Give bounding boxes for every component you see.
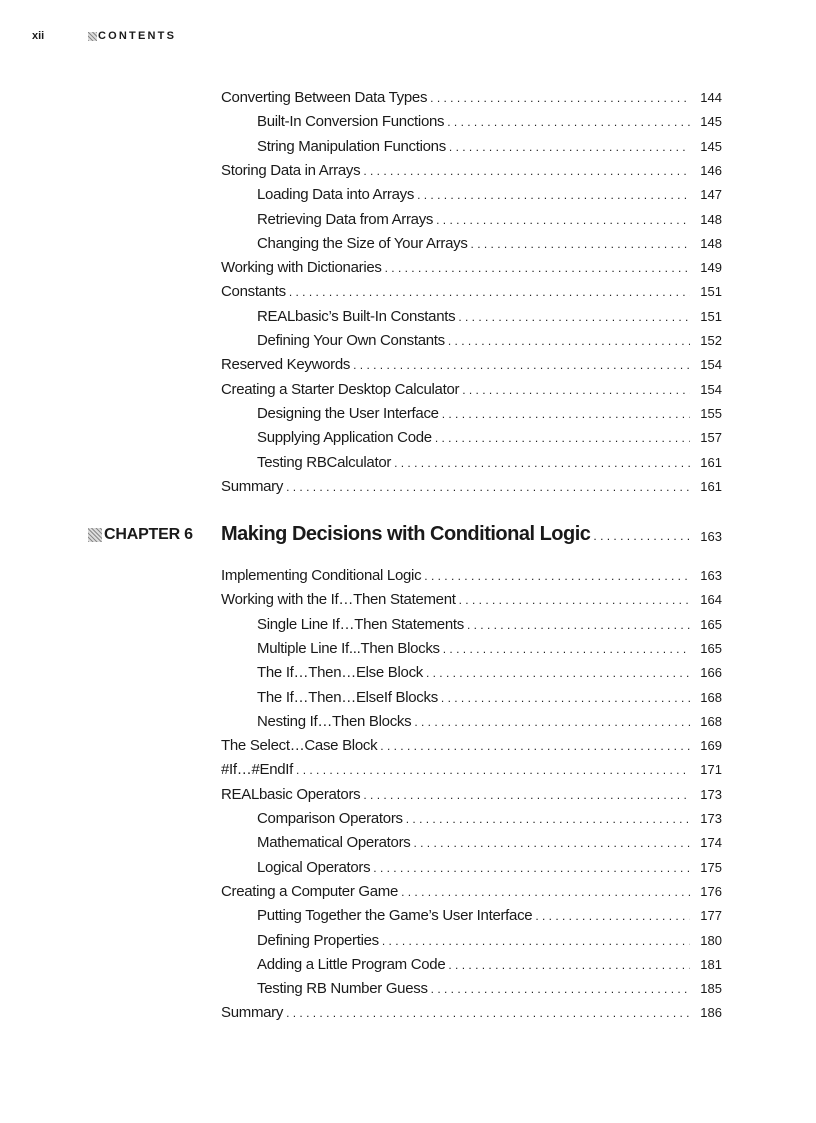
dot-leader bbox=[471, 235, 690, 253]
chapter-page-number: 163 bbox=[700, 529, 722, 544]
entry-title: The If…Then…Else Block bbox=[257, 664, 423, 682]
toc-subentry[interactable] bbox=[257, 660, 722, 682]
toc-entry[interactable] bbox=[221, 563, 722, 585]
toc-subentry[interactable] bbox=[257, 928, 722, 950]
entry-title: The If…Then…ElseIf Blocks bbox=[257, 688, 438, 706]
toc-subentry[interactable] bbox=[257, 709, 722, 731]
dot-leader bbox=[447, 113, 690, 131]
dot-leader bbox=[426, 664, 690, 682]
entry-title: Defining Your Own Constants bbox=[257, 332, 445, 349]
entry-title: Nesting If…Then Blocks bbox=[257, 712, 412, 730]
entry-title: Logical Operators bbox=[257, 858, 371, 876]
dot-leader bbox=[353, 356, 690, 374]
toc-subentry[interactable] bbox=[257, 903, 722, 925]
dot-leader bbox=[467, 616, 690, 634]
entry-page-number: 144 bbox=[700, 90, 722, 105]
entry-page-number: 166 bbox=[700, 665, 722, 681]
entry-page-number: 154 bbox=[700, 357, 722, 373]
dot-leader bbox=[459, 591, 690, 609]
entry-title: Reserved Keywords bbox=[221, 356, 351, 374]
dot-leader bbox=[373, 859, 690, 877]
toc-subentry[interactable] bbox=[257, 328, 722, 350]
toc-subentry[interactable] bbox=[257, 830, 722, 852]
toc-entry[interactable] bbox=[221, 782, 722, 804]
entry-page-number: 176 bbox=[700, 883, 722, 899]
dot-leader bbox=[414, 713, 690, 731]
entry-page-number: 163 bbox=[700, 568, 722, 583]
entry-page-number: 168 bbox=[700, 713, 722, 729]
entry-title: Constants bbox=[221, 283, 286, 301]
toc-subentry[interactable] bbox=[257, 806, 722, 828]
dot-leader bbox=[443, 640, 690, 658]
toc-entry[interactable] bbox=[221, 158, 722, 180]
entry-page-number: 145 bbox=[700, 114, 722, 130]
toc-entry[interactable] bbox=[221, 587, 722, 609]
dot-leader bbox=[448, 956, 690, 974]
entry-title: Creating a Computer Game bbox=[221, 882, 399, 900]
dot-leader bbox=[289, 283, 690, 301]
entry-title: Putting Together the Game’s User Interface bbox=[257, 907, 533, 925]
toc-subentry[interactable] bbox=[257, 182, 722, 204]
chapter-title: Making Decisions with Conditional Logic bbox=[221, 523, 591, 545]
entry-page-number: 171 bbox=[700, 762, 722, 778]
dot-leader bbox=[442, 405, 690, 423]
entry-page-number: 149 bbox=[700, 260, 722, 276]
chapter-number: CHAPTER 6 bbox=[104, 526, 193, 543]
entry-title: Summary bbox=[221, 477, 284, 495]
chapter-label bbox=[88, 526, 193, 544]
toc-subentry[interactable] bbox=[257, 612, 722, 634]
entry-page-number: 154 bbox=[700, 381, 722, 397]
entry-title: #If…#EndIf bbox=[221, 761, 294, 779]
toc-subentry[interactable] bbox=[257, 109, 722, 131]
entry-title: Retrieving Data from Arrays bbox=[257, 210, 434, 228]
toc-entry[interactable] bbox=[221, 85, 722, 107]
toc-subentry[interactable] bbox=[257, 134, 722, 156]
entry-title: Built-In Conversion Functions bbox=[257, 113, 445, 131]
entry-title: Working with the If…Then Statement bbox=[221, 591, 456, 609]
dot-leader bbox=[458, 308, 690, 326]
toc-entry[interactable] bbox=[221, 279, 722, 301]
dot-leader bbox=[441, 689, 690, 707]
entry-title: String Manipulation Functions bbox=[257, 137, 446, 155]
entry-title: Converting Between Data Types bbox=[221, 89, 428, 106]
entry-page-number: 165 bbox=[700, 616, 722, 632]
entry-page-number: 145 bbox=[700, 138, 722, 154]
entry-page-number: 186 bbox=[700, 1005, 722, 1021]
entry-page-number: 151 bbox=[700, 308, 722, 324]
gray-square-icon bbox=[88, 32, 97, 41]
entry-page-number: 177 bbox=[700, 908, 722, 924]
toc-entry[interactable] bbox=[221, 255, 722, 277]
entry-title: Changing the Size of Your Arrays bbox=[257, 234, 468, 252]
toc-subentry[interactable] bbox=[257, 636, 722, 658]
dot-leader bbox=[436, 211, 690, 229]
entry-page-number: 169 bbox=[700, 738, 722, 754]
entry-title: Creating a Starter Desktop Calculator bbox=[221, 380, 460, 398]
dot-leader bbox=[435, 429, 690, 447]
toc-subentry[interactable] bbox=[257, 425, 722, 447]
entry-page-number: 161 bbox=[700, 478, 722, 494]
dot-leader bbox=[401, 883, 690, 901]
dot-leader bbox=[449, 138, 690, 156]
dot-leader bbox=[406, 810, 690, 828]
entry-title: Comparison Operators bbox=[257, 810, 403, 827]
dot-leader bbox=[363, 786, 690, 804]
toc-entry[interactable] bbox=[221, 879, 722, 901]
dot-leader bbox=[424, 567, 690, 585]
toc-subentry[interactable] bbox=[257, 855, 722, 877]
dot-leader bbox=[380, 737, 690, 755]
dot-leader bbox=[394, 454, 690, 472]
entry-page-number: 148 bbox=[700, 211, 722, 227]
dot-leader bbox=[382, 932, 690, 950]
dot-leader bbox=[431, 980, 690, 998]
toc-entry[interactable] bbox=[221, 1000, 722, 1022]
toc-subentry[interactable] bbox=[257, 952, 722, 974]
gray-square-icon bbox=[88, 528, 102, 542]
dot-leader bbox=[593, 529, 690, 543]
dot-leader bbox=[430, 89, 690, 107]
entry-title: REALbasic Operators bbox=[221, 785, 361, 803]
entry-title: Loading Data into Arrays bbox=[257, 186, 415, 204]
toc-subentry[interactable] bbox=[257, 304, 722, 326]
entry-page-number: 155 bbox=[700, 405, 722, 421]
dot-leader bbox=[413, 834, 690, 852]
chapter-title-entry[interactable] bbox=[221, 523, 722, 546]
entry-title: Summary bbox=[221, 1004, 284, 1022]
entry-title: Testing RBCalculator bbox=[257, 453, 392, 471]
toc-entry[interactable] bbox=[221, 757, 722, 779]
entry-title: Testing RB Number Guess bbox=[257, 980, 428, 998]
entry-title: Defining Properties bbox=[257, 931, 379, 949]
entry-page-number: 174 bbox=[700, 835, 722, 851]
toc-subentry[interactable] bbox=[257, 450, 722, 472]
dot-leader bbox=[286, 478, 690, 496]
entry-title: Single Line If…Then Statements bbox=[257, 615, 464, 633]
entry-page-number: 185 bbox=[700, 981, 722, 997]
entry-page-number: 180 bbox=[700, 932, 722, 948]
running-head bbox=[32, 29, 176, 43]
entry-title: Designing the User Interface bbox=[257, 404, 439, 422]
entry-page-number: 157 bbox=[700, 430, 722, 446]
entry-page-number: 161 bbox=[700, 454, 722, 470]
entry-title: REALbasic’s Built-In Constants bbox=[257, 307, 456, 325]
entry-page-number: 168 bbox=[700, 689, 722, 705]
dot-leader bbox=[296, 761, 690, 779]
entry-page-number: 165 bbox=[700, 640, 722, 656]
entry-page-number: 173 bbox=[700, 786, 722, 802]
dot-leader bbox=[385, 259, 690, 277]
entry-title: Adding a Little Program Code bbox=[257, 955, 446, 973]
entry-title: Multiple Line If...Then Blocks bbox=[257, 639, 440, 657]
entry-title: Mathematical Operators bbox=[257, 834, 411, 852]
toc-subentry[interactable] bbox=[257, 976, 722, 998]
dot-leader bbox=[535, 907, 690, 925]
dot-leader bbox=[286, 1004, 690, 1022]
toc-entry[interactable] bbox=[221, 733, 722, 755]
toc-subentry[interactable] bbox=[257, 207, 722, 229]
entry-page-number: 152 bbox=[700, 333, 722, 348]
toc-subentry[interactable] bbox=[257, 685, 722, 707]
entry-page-number: 146 bbox=[700, 162, 722, 178]
dot-leader bbox=[462, 381, 690, 399]
entry-page-number: 173 bbox=[700, 811, 722, 826]
entry-page-number: 147 bbox=[700, 187, 722, 203]
dot-leader bbox=[417, 186, 690, 204]
entry-title: Implementing Conditional Logic bbox=[221, 567, 422, 584]
page-number: xii bbox=[32, 30, 45, 42]
toc-entry[interactable] bbox=[221, 352, 722, 374]
entry-page-number: 164 bbox=[700, 592, 722, 608]
entry-title: Working with Dictionaries bbox=[221, 259, 382, 277]
toc-subentry[interactable] bbox=[257, 401, 722, 423]
chapter-heading bbox=[0, 520, 816, 550]
dot-leader bbox=[448, 332, 690, 350]
dot-leader bbox=[363, 162, 690, 180]
toc-subentry[interactable] bbox=[257, 231, 722, 253]
toc-entry[interactable] bbox=[221, 474, 722, 496]
entry-page-number: 148 bbox=[700, 235, 722, 251]
toc-entry[interactable] bbox=[221, 377, 722, 399]
entry-page-number: 151 bbox=[700, 284, 722, 300]
entry-page-number: 175 bbox=[700, 859, 722, 875]
entry-page-number: 181 bbox=[700, 956, 722, 972]
entry-title: Supplying Application Code bbox=[257, 429, 432, 447]
entry-title: The Select…Case Block bbox=[221, 737, 378, 755]
entry-title: Storing Data in Arrays bbox=[221, 161, 361, 179]
section-label: CONTENTS bbox=[98, 30, 177, 42]
